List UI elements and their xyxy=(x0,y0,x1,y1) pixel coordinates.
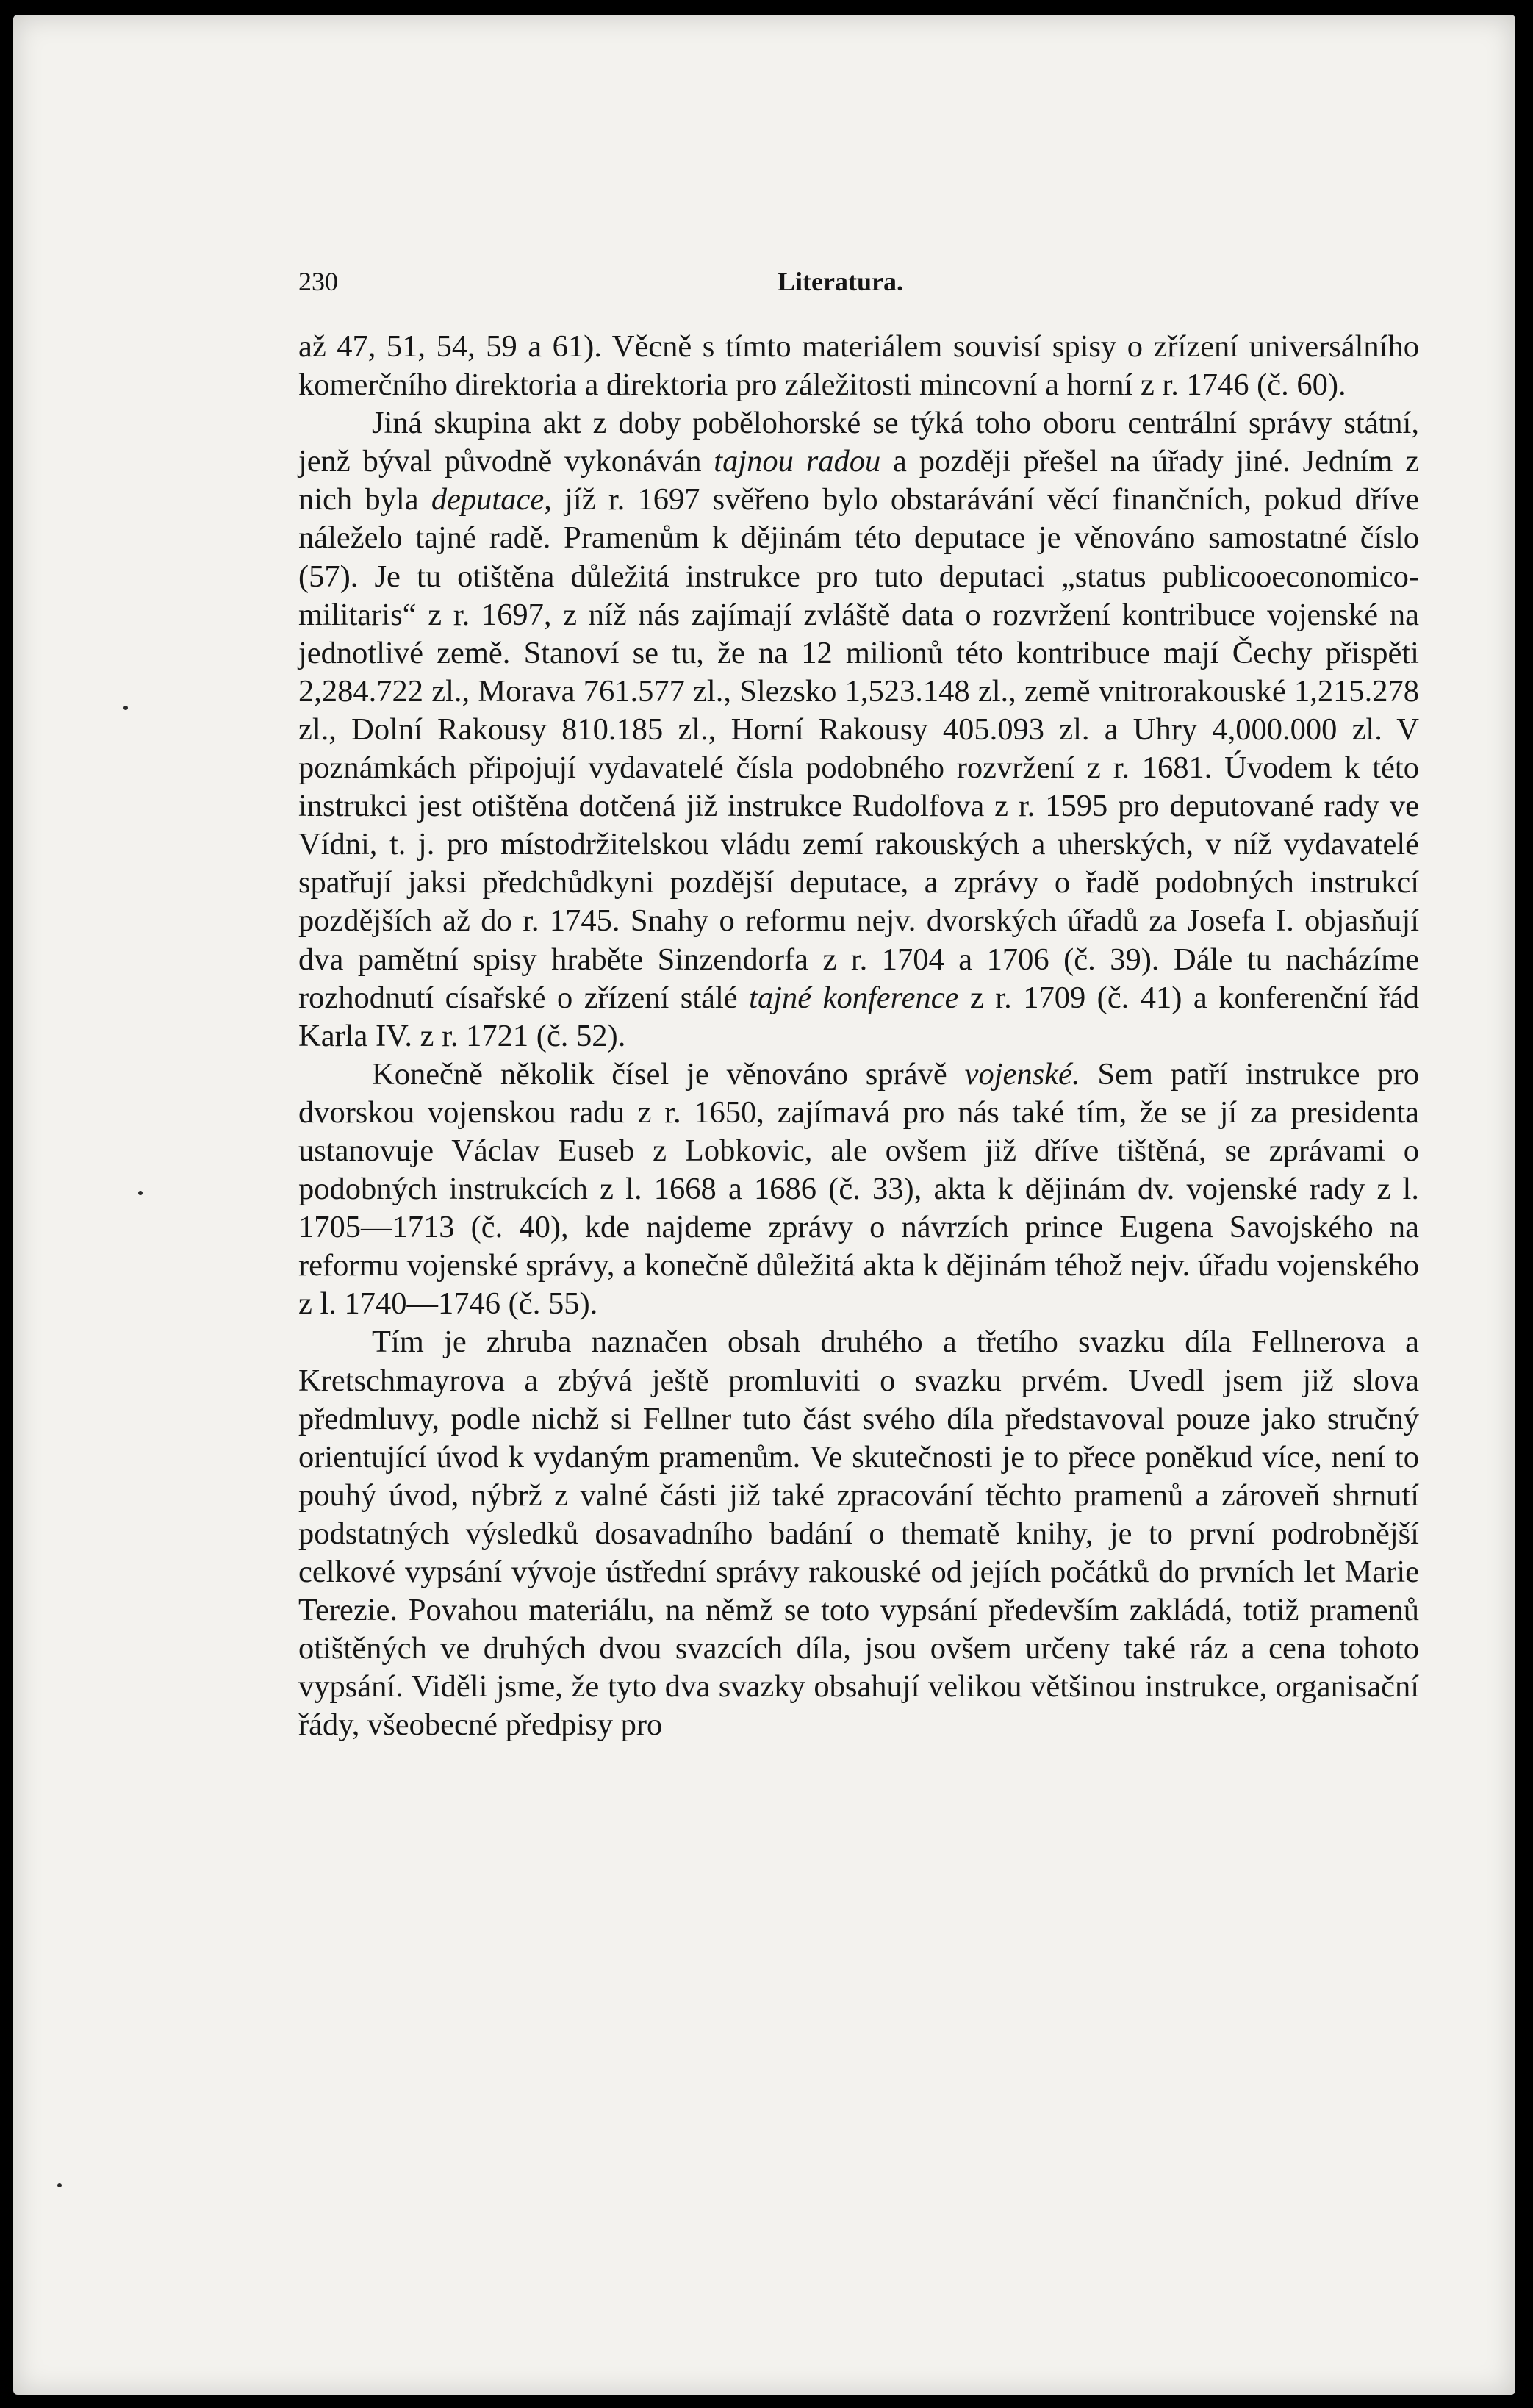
text-run: Tím je zhruba naznačen obsah druhého a třetího svazku díla Fellnerova a Kretschmayrova a zbývá ještě promluviti o svazku prvém. Uvedl jsem již slova předmluvy, podle nichž si Fellner tuto část svého díla představoval pouze jako stručný orientující úvod k vydaným pramenům. Ve skutečnosti je to přece poněkud více, není to pouhý úvod, nýbrž z valné části již také zpracování těchto pramenů a zároveň shrnutí podstatných výsledků dosavadního badání o thematě knihy, je to první podrobnější celkové vypsání vývoje ústřední správy rakouské od jejích počátků do prvních let Marie Terezie. Povahou materiálu, na němž se toto vypsání především zakládá, totiž pramenů otištěných ve druhých dvou svazcích díla, jsou ovšem určeny také ráz a cena tohoto vypsání. Viděli jsme, že tyto dva svazky obsahují velikou většinou instrukce, organisační řády, všeobecné předpisy pro xyxy=(298,1325,1419,1743)
margin-dot-mark xyxy=(123,706,128,710)
text-run: , jíž r. 1697 svěřeno bylo obstarávání věcí finančních, pokud dříve náleželo tajné radě. Pramenům k dějinám této deputace je věnováno samostatné číslo (57). Je tu otištěna důležitá instrukce pro tuto deputaci „status publicooeconomico-militaris“ z r. 1697, z níž nás zajímají zvláště data o rozvržení kontribuce vojenské na jednotlivé země. Stanoví se tu, že na 12 milionů této kontribuce mají Čechy přispěti 2,284.722 zl., Morava 761.577 zl., Slezsko 1,523.148 zl., země vnitrorakouské 1,215.278 zl., Dolní Rakousy 810.185 zl., Horní Rakousy 405.093 zl. a Uhry 4,000.000 zl. V poznámkách připojují vydavatelé čísla podobného rozvržení z r. 1681. Úvodem k této instrukci jest otištěna dotčená již instrukce Rudolfova z r. 1595 pro deputované rady ve Vídni, t. j. pro místodržitelskou vládu zemí rakouských a uherských, v níž vydavatelé spatřují jaksi předchůdkyni pozdější deputace, a zprávy o řadě podobných instrukcí pozdějších až do r. 1745. Snahy o reformu nejv. dvorských úřadů za Josefa I. objasňují dva pamětní spisy hraběte Sinzendorfa z r. 1704 a 1706 (č. 39). Dále tu nacházíme rozhodnutí císařské o zřízení stálé xyxy=(298,482,1420,1015)
text-run: z r. 1709 (č. 41) a konferenční řád Karla IV. z r. 1721 (č. 52). xyxy=(298,980,1419,1053)
text-run: až 47, 51, 54, 59 a 61). Věcně s tímto materiálem souvisí spisy o zřízení universálního komerčního direktoria a direktoria pro záležitosti mincovní a horní z r. 1746 (č. 60). xyxy=(298,329,1419,403)
running-title: Literatura. xyxy=(778,267,903,296)
italic-phrase: tajnou radou xyxy=(714,444,881,479)
margin-dot-mark xyxy=(57,2183,62,2187)
margin-dot-mark xyxy=(138,1191,143,1195)
paragraph-p3 xyxy=(298,1056,1419,1324)
text-run: Jiná skupina akt z doby pobělohorské se týká toho oboru centrální správy státní, jenž býval původně vykonáván xyxy=(298,406,1419,479)
text-run: Konečně několik čísel je věnováno správě xyxy=(372,1056,965,1092)
page-number: 230 xyxy=(298,267,338,296)
text-run: Sem patří instrukce pro dvorskou vojenskou radu z r. 1650, zajímavá pro nás také tím, že se jí za presidenta ustanovuje Václav Euseb z Lobkovic, ale ovšem již dříve tištěná, se zprávami o podobných instrukcích z l. 1668 a 1686 (č. 33), akta k dějinám dv. vojenské rady z l. 1705—1713 (č. 40), kde najdeme zprávy o návrzích prince Eugena Savojského na reformu vojenské správy, a konečně důležitá akta k dějinám téhož nejv. úřadu vojenského z l. 1740—1746 (č. 55). xyxy=(298,1056,1419,1322)
italic-phrase: deputace xyxy=(431,482,545,517)
body-text xyxy=(298,328,1419,1744)
page-header xyxy=(298,266,938,307)
text-run: a později přešel na úřady jiné. Jedním z nich byla xyxy=(298,444,1420,517)
italic-phrase: tajné konference xyxy=(749,980,959,1015)
italic-phrase: vojenské. xyxy=(964,1056,1080,1092)
paragraph-p2 xyxy=(298,404,1419,1056)
paragraph-p1 xyxy=(298,328,1419,404)
paragraph-p4 xyxy=(298,1323,1419,1744)
